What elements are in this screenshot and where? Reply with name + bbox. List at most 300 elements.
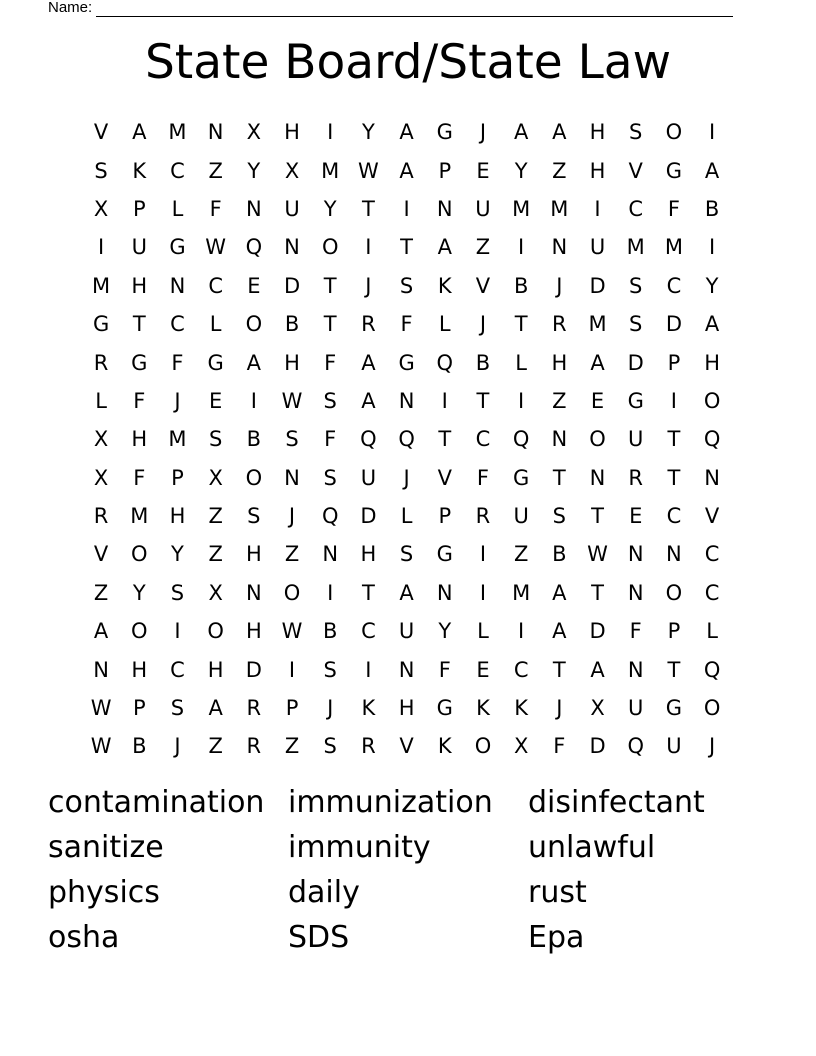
grid-letter[interactable]: W — [205, 235, 227, 260]
grid-letter[interactable]: Y — [361, 120, 375, 145]
page-title: State Board/State Law — [144, 35, 672, 90]
grid-letter[interactable]: V — [628, 158, 643, 183]
grid-letter[interactable]: Y — [705, 273, 719, 298]
grid-letter[interactable]: D — [589, 734, 606, 759]
grid-letter[interactable]: E — [476, 657, 490, 682]
grid-letter[interactable]: U — [360, 465, 377, 490]
grid-letter[interactable]: N — [589, 465, 606, 490]
grid-letter[interactable]: C — [170, 158, 185, 183]
grid-letter[interactable]: Y — [247, 158, 261, 183]
grid-letter[interactable]: Y — [132, 580, 146, 605]
grid-letter[interactable]: P — [285, 696, 299, 721]
grid-letter[interactable]: Q — [703, 657, 721, 682]
grid-letter[interactable]: U — [284, 196, 300, 221]
grid-letter[interactable]: Z — [93, 580, 109, 605]
grid-letter[interactable]: Z — [208, 734, 223, 759]
grid-letter[interactable]: H — [398, 696, 415, 721]
grid-letter[interactable]: N — [245, 196, 262, 221]
grid-letter[interactable]: W — [90, 734, 112, 759]
grid-letter[interactable]: H — [360, 542, 377, 567]
grid-letter[interactable]: W — [358, 158, 379, 183]
grid-letter[interactable]: W — [281, 388, 303, 413]
grid-letter[interactable]: A — [399, 158, 414, 183]
grid-letter[interactable]: M — [130, 504, 149, 529]
word-list-item: disinfectant — [528, 785, 705, 820]
grid-letter[interactable]: H — [245, 619, 262, 644]
grid-letter[interactable]: X — [93, 427, 109, 452]
grid-letter[interactable]: A — [361, 388, 376, 413]
grid-letter[interactable]: C — [704, 542, 720, 567]
grid-letter[interactable]: I — [288, 657, 296, 682]
grid-letter[interactable]: J — [365, 273, 372, 298]
grid-letter[interactable]: Q — [360, 427, 377, 452]
grid-letter[interactable]: A — [399, 120, 414, 145]
grid-letter[interactable]: B — [246, 427, 262, 452]
grid-letter[interactable]: G — [436, 542, 453, 567]
grid-letter[interactable]: D — [589, 273, 606, 298]
grid-letter[interactable]: B — [132, 734, 147, 759]
grid-letter[interactable]: I — [594, 196, 601, 221]
grid-letter[interactable]: A — [361, 350, 376, 375]
grid-letter[interactable]: M — [92, 273, 111, 298]
grid-letter[interactable]: T — [132, 312, 146, 337]
grid-letter[interactable]: Y — [438, 619, 452, 644]
grid-letter[interactable]: T — [361, 196, 375, 221]
grid-letter[interactable]: Q — [703, 427, 721, 452]
grid-letter[interactable]: S — [170, 580, 185, 605]
grid-letter[interactable]: B — [323, 619, 338, 644]
grid-letter[interactable]: T — [591, 504, 604, 529]
grid-letter[interactable]: A — [590, 657, 605, 682]
grid-letter[interactable]: X — [208, 580, 223, 605]
grid-letter[interactable]: G — [436, 696, 453, 721]
grid-letter[interactable]: I — [174, 619, 181, 644]
grid-letter[interactable]: O — [245, 312, 263, 337]
grid-letter[interactable]: R — [246, 696, 262, 721]
grid-letter[interactable]: Z — [552, 388, 567, 413]
grid-letter[interactable]: H — [284, 120, 300, 145]
grid-letter[interactable]: H — [589, 120, 606, 145]
grid-letter[interactable]: U — [589, 235, 606, 260]
grid-letter[interactable]: C — [361, 619, 376, 644]
grid-letter[interactable]: T — [514, 312, 528, 337]
grid-letter[interactable]: C — [513, 657, 529, 682]
grid-letter[interactable]: Z — [208, 504, 223, 529]
grid-letter[interactable]: P — [667, 619, 681, 644]
grid-letter[interactable]: A — [552, 619, 567, 644]
grid-letter[interactable]: N — [627, 657, 644, 682]
grid-letter[interactable]: N — [207, 120, 224, 145]
grid-letter[interactable]: I — [518, 388, 525, 413]
word-list-item: SDS — [288, 920, 350, 955]
grid-letter[interactable]: C — [170, 657, 185, 682]
grid-letter[interactable]: K — [476, 696, 490, 721]
grid-letter[interactable]: N — [284, 465, 300, 490]
grid-letter[interactable]: O — [703, 388, 721, 413]
grid-letter[interactable]: X — [93, 196, 109, 221]
grid-letter[interactable]: G — [207, 350, 224, 375]
grid-letter[interactable]: D — [627, 350, 644, 375]
grid-letter[interactable]: N — [398, 388, 415, 413]
grid-letter[interactable]: F — [553, 734, 566, 759]
grid-letter[interactable]: Z — [284, 542, 300, 567]
name-label: Name: — [48, 0, 93, 16]
grid-letter[interactable]: N — [436, 580, 453, 605]
grid-letter[interactable]: J — [556, 696, 563, 721]
grid-letter[interactable]: S — [552, 504, 567, 529]
grid-letter[interactable]: A — [704, 158, 720, 183]
grid-letter[interactable]: U — [131, 235, 147, 260]
grid-letter[interactable]: S — [399, 273, 414, 298]
grid-letter[interactable]: O — [474, 734, 492, 759]
grid-letter[interactable]: J — [174, 734, 181, 759]
grid-letter[interactable]: N — [627, 542, 644, 567]
grid-letter[interactable]: Z — [284, 734, 300, 759]
grid-letter[interactable]: S — [323, 388, 337, 413]
grid-letter[interactable]: F — [133, 465, 146, 490]
grid-letter[interactable]: J — [479, 120, 487, 145]
grid-letter[interactable]: Q — [245, 235, 263, 260]
grid-letter[interactable]: M — [512, 196, 531, 221]
grid-letter[interactable]: A — [437, 235, 452, 260]
grid-letter[interactable]: H — [169, 504, 186, 529]
grid-letter[interactable]: D — [360, 504, 377, 529]
grid-letter[interactable]: G — [92, 312, 110, 337]
grid-letter[interactable]: E — [590, 388, 605, 413]
word-list-item: immunity — [288, 830, 431, 865]
grid-letter[interactable]: S — [94, 158, 108, 183]
grid-letter[interactable]: S — [323, 657, 337, 682]
grid-letter[interactable]: S — [629, 120, 643, 145]
grid-letter[interactable]: F — [324, 350, 337, 375]
grid-letter[interactable]: C — [666, 273, 682, 298]
grid-letter[interactable]: S — [399, 542, 414, 567]
grid-letter[interactable]: Y — [171, 542, 184, 567]
grid-letter[interactable]: L — [95, 388, 107, 413]
grid-letter[interactable]: T — [667, 427, 681, 452]
grid-letter[interactable]: G — [627, 388, 644, 413]
grid-letter[interactable]: F — [667, 196, 680, 221]
grid-letter[interactable]: T — [667, 465, 681, 490]
grid-letter[interactable]: T — [552, 465, 566, 490]
grid-letter[interactable]: T — [323, 312, 337, 337]
grid-letter[interactable]: A — [704, 312, 720, 337]
grid-letter[interactable]: T — [667, 657, 681, 682]
grid-letter[interactable]: M — [321, 158, 340, 183]
grid-letter[interactable]: Z — [475, 235, 491, 260]
grid-letter[interactable]: W — [281, 619, 303, 644]
grid-letter[interactable]: B — [284, 312, 300, 337]
grid-letter[interactable]: O — [283, 580, 301, 605]
grid-letter[interactable]: O — [665, 580, 683, 605]
grid-letter[interactable]: N — [93, 657, 109, 682]
grid-letter[interactable]: N — [704, 465, 720, 490]
grid-letter[interactable]: C — [208, 273, 223, 298]
grid-letter[interactable]: W — [587, 542, 608, 567]
grid-letter[interactable]: I — [97, 235, 105, 260]
grid-letter[interactable]: M — [626, 235, 645, 260]
grid-letter[interactable]: O — [131, 542, 148, 567]
grid-letter[interactable]: Y — [514, 158, 528, 183]
word-list-item: contamination — [48, 785, 265, 820]
grid-letter[interactable]: H — [245, 542, 262, 567]
grid-letter[interactable]: H — [207, 657, 224, 682]
grid-letter[interactable]: I — [441, 388, 448, 413]
grid-letter[interactable]: U — [666, 734, 682, 759]
grid-letter[interactable]: L — [477, 619, 489, 644]
grid-letter[interactable]: I — [708, 120, 716, 145]
grid-letter[interactable]: N — [436, 196, 453, 221]
grid-letter[interactable]: K — [361, 696, 376, 721]
grid-letter[interactable]: X — [590, 696, 605, 721]
grid-letter[interactable]: T — [476, 388, 490, 413]
grid-letter[interactable]: T — [361, 580, 375, 605]
grid-letter[interactable]: N — [245, 580, 262, 605]
grid-letter[interactable]: M — [512, 580, 531, 605]
grid-letter[interactable]: R — [246, 734, 262, 759]
grid-letter[interactable]: N — [169, 273, 186, 298]
grid-letter[interactable]: C — [666, 504, 682, 529]
grid-letter[interactable]: N — [322, 542, 339, 567]
grid-letter[interactable]: F — [171, 350, 184, 375]
grid-letter[interactable]: B — [513, 273, 529, 298]
grid-letter[interactable]: A — [132, 120, 147, 145]
grid-letter[interactable]: Z — [208, 542, 223, 567]
grid-letter[interactable]: N — [551, 427, 568, 452]
grid-letter[interactable]: R — [628, 465, 644, 490]
grid-letter[interactable]: Y — [323, 196, 337, 221]
grid-letter[interactable]: O — [665, 120, 683, 145]
grid-letter[interactable]: I — [365, 657, 372, 682]
grid-letter[interactable]: V — [399, 734, 414, 759]
grid-letter[interactable]: L — [400, 504, 413, 529]
grid-letter[interactable]: F — [209, 196, 222, 221]
grid-letter[interactable]: S — [285, 427, 299, 452]
grid-letter[interactable]: G — [513, 465, 530, 490]
grid-letter[interactable]: D — [589, 619, 606, 644]
grid-letter[interactable]: U — [398, 619, 415, 644]
grid-letter[interactable]: V — [475, 273, 491, 298]
grid-letter[interactable]: P — [438, 158, 452, 183]
grid-letter[interactable]: H — [589, 158, 606, 183]
grid-letter[interactable]: K — [132, 158, 147, 183]
grid-letter[interactable]: F — [400, 312, 413, 337]
grid-letter[interactable]: U — [475, 196, 491, 221]
grid-letter[interactable]: U — [628, 696, 644, 721]
grid-letter[interactable]: H — [704, 350, 720, 375]
grid-letter[interactable]: V — [93, 542, 109, 567]
grid-letter[interactable]: U — [513, 504, 529, 529]
grid-letter[interactable]: R — [475, 504, 491, 529]
grid-letter[interactable]: Q — [627, 734, 644, 759]
grid-letter[interactable]: H — [131, 427, 148, 452]
grid-letter[interactable]: I — [708, 235, 716, 260]
grid-letter[interactable]: N — [551, 235, 568, 260]
grid-letter[interactable]: H — [131, 657, 148, 682]
grid-letter[interactable]: M — [550, 196, 569, 221]
grid-letter[interactable]: M — [168, 120, 187, 145]
grid-letter[interactable]: W — [90, 696, 112, 721]
grid-letter[interactable]: C — [170, 312, 185, 337]
grid-letter[interactable]: I — [479, 580, 487, 605]
grid-letter[interactable]: J — [708, 734, 716, 759]
grid-letter[interactable]: B — [704, 196, 720, 221]
grid-letter[interactable]: J — [327, 696, 334, 721]
grid-letter[interactable]: R — [361, 734, 376, 759]
grid-letter[interactable]: L — [209, 312, 222, 337]
grid-letter[interactable]: G — [436, 120, 453, 145]
grid-letter[interactable]: M — [664, 235, 683, 260]
grid-letter[interactable]: K — [514, 696, 529, 721]
grid-letter[interactable]: R — [552, 312, 567, 337]
grid-letter[interactable]: L — [171, 196, 184, 221]
grid-letter[interactable]: C — [628, 196, 644, 221]
grid-letter[interactable]: S — [629, 273, 643, 298]
grid-letter[interactable]: S — [208, 427, 223, 452]
grid-letter[interactable]: B — [552, 542, 567, 567]
grid-letter[interactable]: J — [479, 312, 487, 337]
word-list-item: rust — [528, 875, 587, 910]
grid-letter[interactable]: A — [552, 120, 567, 145]
grid-letter[interactable]: S — [323, 734, 337, 759]
grid-letter[interactable]: O — [207, 619, 224, 644]
grid-letter[interactable]: Z — [552, 158, 567, 183]
grid-letter[interactable]: O — [131, 619, 148, 644]
grid-letter[interactable]: O — [703, 696, 721, 721]
grid-letter[interactable]: K — [437, 734, 452, 759]
grid-letter[interactable]: G — [665, 158, 683, 183]
grid-letter[interactable]: F — [476, 465, 490, 490]
letter-grid — [82, 113, 731, 766]
grid-letter[interactable]: Q — [398, 427, 415, 452]
grid-letter[interactable]: A — [246, 350, 262, 375]
grid-letter[interactable]: R — [93, 504, 109, 529]
grid-letter[interactable]: V — [704, 504, 720, 529]
grid-letter[interactable]: N — [284, 235, 300, 260]
grid-letter[interactable]: A — [552, 580, 567, 605]
grid-letter[interactable]: I — [327, 120, 334, 145]
grid-letter[interactable]: P — [438, 504, 452, 529]
grid-letter[interactable]: R — [93, 350, 109, 375]
grid-letter[interactable]: M — [168, 427, 187, 452]
grid-letter[interactable]: O — [245, 465, 263, 490]
grid-letter[interactable]: I — [479, 542, 487, 567]
grid-letter[interactable]: P — [132, 196, 146, 221]
grid-letter[interactable]: X — [246, 120, 262, 145]
grid-letter[interactable]: H — [131, 273, 148, 298]
grid-letter[interactable]: R — [361, 312, 376, 337]
grid-letter[interactable]: P — [132, 696, 146, 721]
grid-letter[interactable]: E — [209, 388, 223, 413]
grid-letter[interactable]: K — [437, 273, 452, 298]
grid-letter[interactable]: P — [667, 350, 681, 375]
grid-letter[interactable]: I — [365, 235, 372, 260]
grid-letter[interactable]: F — [324, 427, 337, 452]
grid-letter[interactable]: D — [665, 312, 682, 337]
name-line[interactable] — [96, 1, 733, 17]
grid-letter[interactable]: X — [284, 158, 300, 183]
grid-letter[interactable]: A — [208, 696, 223, 721]
grid-letter[interactable]: T — [591, 580, 604, 605]
grid-letter[interactable]: F — [133, 388, 146, 413]
grid-letter[interactable]: A — [399, 580, 414, 605]
grid-letter[interactable]: S — [170, 696, 185, 721]
grid-letter[interactable]: O — [321, 235, 339, 260]
name-field[interactable] — [48, 0, 733, 17]
grid-letter[interactable]: S — [247, 504, 261, 529]
grid-letter[interactable]: D — [245, 657, 262, 682]
grid-letter[interactable]: C — [475, 427, 491, 452]
grid-letter[interactable]: I — [327, 580, 334, 605]
grid-letter[interactable]: I — [518, 619, 525, 644]
grid-letter[interactable]: M — [588, 312, 607, 337]
grid-letter[interactable]: G — [131, 350, 148, 375]
grid-letter[interactable]: N — [666, 542, 682, 567]
grid-letter[interactable]: I — [403, 196, 410, 221]
grid-letter[interactable]: E — [476, 158, 490, 183]
grid-letter[interactable]: E — [247, 273, 261, 298]
grid-letter[interactable]: V — [93, 120, 109, 145]
grid-letter[interactable]: S — [629, 312, 643, 337]
grid-letter[interactable]: T — [400, 235, 413, 260]
grid-letter[interactable]: T — [438, 427, 452, 452]
word-list-item: sanitize — [48, 830, 164, 865]
grid-letter[interactable]: D — [283, 273, 301, 298]
grid-letter[interactable]: G — [665, 696, 683, 721]
grid-letter[interactable]: I — [250, 388, 257, 413]
grid-letter[interactable]: X — [513, 734, 529, 759]
grid-letter[interactable]: Z — [513, 542, 529, 567]
grid-letter[interactable]: L — [438, 312, 451, 337]
grid-letter[interactable]: N — [627, 580, 644, 605]
grid-letter[interactable]: Z — [208, 158, 223, 183]
grid-letter[interactable]: J — [403, 465, 410, 490]
grid-letter[interactable]: S — [323, 465, 337, 490]
grid-letter[interactable]: G — [169, 235, 186, 260]
grid-letter[interactable]: X — [208, 465, 223, 490]
grid-letter[interactable]: Q — [512, 427, 530, 452]
grid-letter[interactable]: T — [552, 657, 566, 682]
grid-letter[interactable]: C — [704, 580, 720, 605]
grid-letter[interactable]: Q — [321, 504, 339, 529]
grid-letter[interactable]: P — [171, 465, 184, 490]
grid-letter[interactable]: N — [398, 657, 415, 682]
grid-letter[interactable]: I — [518, 235, 525, 260]
grid-letter[interactable]: X — [93, 465, 109, 490]
grid-letter[interactable]: J — [288, 504, 296, 529]
grid-letter[interactable]: E — [629, 504, 643, 529]
grid-letter[interactable]: V — [437, 465, 452, 490]
grid-letter[interactable]: O — [589, 427, 606, 452]
grid-letter[interactable]: G — [398, 350, 415, 375]
grid-letter[interactable]: A — [590, 350, 605, 375]
grid-letter[interactable]: L — [515, 350, 527, 375]
grid-letter[interactable]: A — [93, 619, 109, 644]
grid-letter[interactable]: T — [323, 273, 337, 298]
grid-letter[interactable]: H — [284, 350, 300, 375]
grid-letter[interactable]: H — [551, 350, 568, 375]
grid-letter[interactable]: B — [475, 350, 491, 375]
grid-letter[interactable]: L — [706, 619, 718, 644]
grid-letter[interactable]: U — [628, 427, 644, 452]
grid-letter[interactable]: J — [556, 273, 563, 298]
grid-letter[interactable]: J — [174, 388, 181, 413]
grid-letter[interactable]: Q — [436, 350, 454, 375]
grid-letter[interactable]: I — [670, 388, 677, 413]
grid-letter[interactable]: F — [438, 657, 451, 682]
grid-letter[interactable]: A — [513, 120, 529, 145]
grid-letter[interactable]: F — [629, 619, 642, 644]
